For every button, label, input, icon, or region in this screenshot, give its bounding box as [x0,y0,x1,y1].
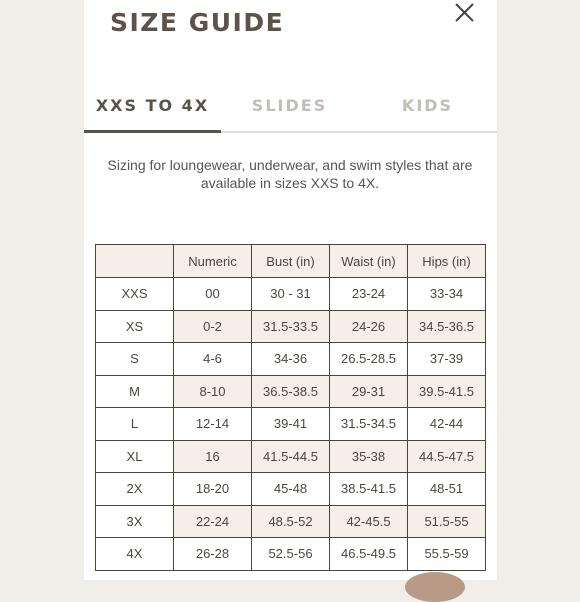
table-cell: 2X [96,473,174,506]
table-cell: 41.5-44.5 [252,440,330,473]
corner-thumbnail [405,572,465,602]
table-cell: 31.5-33.5 [252,310,330,343]
size-table [95,244,486,571]
table-cell: 4X [96,538,174,571]
table-cell: 42-45.5 [330,505,408,538]
table-row [96,538,486,571]
table-cell: 45-48 [252,473,330,506]
table-cell: 35-38 [330,440,408,473]
table-cell: 23-24 [330,278,408,311]
table-cell: 12-14 [174,408,252,441]
table-header-cell: Waist (in) [330,245,408,278]
table-cell: XL [96,440,174,473]
table-row [96,310,486,343]
table-cell: 3X [96,505,174,538]
table-row [96,408,486,441]
table-cell: 34.5-36.5 [408,310,486,343]
table-cell: 26-28 [174,538,252,571]
table-header-row [96,245,486,278]
table-cell: 00 [174,278,252,311]
table-cell: 38.5-41.5 [330,473,408,506]
table-cell: 48.5-52 [252,505,330,538]
table-cell: 30 - 31 [252,278,330,311]
tab-xxs-to-4x[interactable]: XXS TO 4X [95,96,210,115]
table-cell: 46.5-49.5 [330,538,408,571]
table-cell: 31.5-34.5 [330,408,408,441]
table-cell: S [96,343,174,376]
table-cell: 39.5-41.5 [408,375,486,408]
table-cell: M [96,375,174,408]
table-cell: 36.5-38.5 [252,375,330,408]
tab-kids[interactable]: KIDS [401,96,454,115]
table-cell: 8-10 [174,375,252,408]
table-header-cell [96,245,174,278]
table-cell: XS [96,310,174,343]
active-tab-indicator [84,130,221,133]
page-title: SIZE GUIDE [110,8,285,37]
table-row [96,278,486,311]
size-guide-description: Sizing for loungewear, underwear, and swim styles that are available in sizes XXS to 4X. [107,157,473,191]
table-cell: 51.5-55 [408,505,486,538]
table-cell: L [96,408,174,441]
table-cell: 34-36 [252,343,330,376]
table-cell: 24-26 [330,310,408,343]
table-cell: 29-31 [330,375,408,408]
table-row [96,505,486,538]
table-cell: 22-24 [174,505,252,538]
table-row [96,473,486,506]
tab-slides[interactable]: SLIDES [251,96,328,115]
table-cell: XXS [96,278,174,311]
table-row [96,440,486,473]
table-row [96,375,486,408]
table-cell: 4-6 [174,343,252,376]
table-cell: 18-20 [174,473,252,506]
close-button[interactable] [452,0,478,26]
table-cell: 39-41 [252,408,330,441]
table-header-cell: Hips (in) [408,245,486,278]
table-cell: 33-34 [408,278,486,311]
table-cell: 37-39 [408,343,486,376]
close-icon [452,0,478,26]
table-cell: 44.5-47.5 [408,440,486,473]
table-row [96,343,486,376]
table-header-cell: Bust (in) [252,245,330,278]
table-cell: 48-51 [408,473,486,506]
table-cell: 52.5-56 [252,538,330,571]
table-cell: 55.5-59 [408,538,486,571]
table-cell: 42-44 [408,408,486,441]
table-header-cell: Numeric [174,245,252,278]
table-cell: 16 [174,440,252,473]
table-cell: 0-2 [174,310,252,343]
table-cell: 26.5-28.5 [330,343,408,376]
